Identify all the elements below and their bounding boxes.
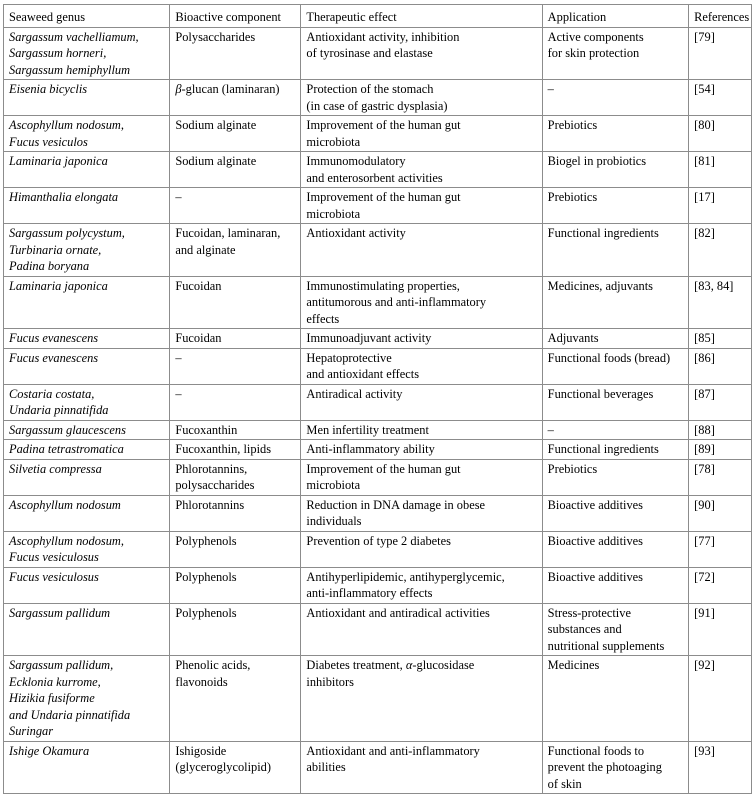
effect-text: effects: [306, 311, 340, 326]
cell-bioactive-component: [170, 188, 301, 224]
effect-text: microbiota: [306, 206, 361, 221]
effect-text: and enterosorbent activities: [306, 170, 443, 185]
cell-application: [542, 329, 689, 349]
cell-application: [542, 188, 689, 224]
genus-line: Fucus vesiculos: [9, 134, 88, 149]
cell-bioactive-component: [170, 116, 301, 152]
table-row: [4, 152, 752, 188]
effect-line: [306, 386, 536, 403]
effect-text: individuals: [306, 514, 362, 528]
genus-line: Turbinaria ornate,: [9, 242, 102, 257]
cell-therapeutic-effect: [301, 603, 542, 656]
cell-bioactive-component: [170, 459, 301, 495]
component-text: Phlorotannins: [175, 497, 245, 512]
component-line: [175, 278, 295, 295]
cell-application: [542, 276, 689, 329]
application-line: –: [547, 82, 554, 96]
cell-seaweed-genus: [4, 329, 170, 349]
effect-prefix: Diabetes treatment,: [306, 658, 406, 672]
cell-bioactive-component: [170, 329, 301, 349]
component-line: [175, 674, 295, 691]
component-line: [175, 569, 295, 586]
effect-text: Antioxidant activity, inhibition: [306, 29, 460, 44]
cell-therapeutic-effect: [301, 495, 542, 531]
component-text: flavonoids: [175, 674, 228, 689]
cell-application: [542, 224, 689, 277]
effect-text: (in case of gastric dysplasia): [306, 98, 448, 113]
cell-reference: [78]: [689, 459, 752, 495]
cell-bioactive-component: [170, 384, 301, 420]
genus-line: Ascophyllum nodosum,: [9, 118, 124, 132]
table-row: [4, 348, 752, 384]
header-seaweed-genus: Seaweed genus: [4, 5, 170, 28]
cell-therapeutic-effect: [301, 420, 542, 440]
cell-application: [542, 27, 689, 80]
effect-line: [306, 605, 536, 622]
application-line: Prebiotics: [547, 118, 598, 132]
cell-bioactive-component: [170, 80, 301, 116]
genus-line: Ecklonia kurrome,: [9, 674, 101, 689]
effect-text: Protection of the stomach: [306, 82, 434, 96]
cell-seaweed-genus: [4, 27, 170, 80]
application-line: Stress-protective: [547, 605, 631, 620]
cell-seaweed-genus: [4, 603, 170, 656]
genus-line: Hizikia fusiforme: [9, 691, 95, 705]
effect-line: [306, 759, 536, 776]
component-line: [175, 477, 295, 494]
effect-text: Immunomodulatory: [306, 154, 406, 168]
table-row: [4, 603, 752, 656]
cell-application: [542, 656, 689, 742]
cell-therapeutic-effect: [301, 329, 542, 349]
effect-line: [306, 513, 536, 530]
component-line: [175, 461, 295, 478]
cell-reference: [85]: [689, 329, 752, 349]
cell-reference: [90]: [689, 495, 752, 531]
table-row: [4, 459, 752, 495]
cell-therapeutic-effect: [301, 80, 542, 116]
cell-seaweed-genus: [4, 116, 170, 152]
genus-line: Fucus vesiculosus: [9, 550, 99, 564]
cell-seaweed-genus: [4, 384, 170, 420]
component-text: Sodium alginate: [175, 154, 257, 168]
effect-line: [306, 206, 536, 223]
cell-application: [542, 116, 689, 152]
cell-seaweed-genus: [4, 495, 170, 531]
table-row: [4, 656, 752, 742]
cell-therapeutic-effect: [301, 384, 542, 420]
cell-reference: [88]: [689, 420, 752, 440]
table-row: [4, 80, 752, 116]
component-line: [175, 330, 295, 347]
component-text: and alginate: [175, 242, 236, 257]
application-line: nutritional supplements: [547, 638, 665, 653]
component-line: [175, 29, 295, 46]
component-line: [175, 81, 295, 98]
effect-line: [306, 743, 536, 760]
genus-line: Sargassum horneri,: [9, 46, 107, 60]
cell-reference: [82]: [689, 224, 752, 277]
effect-text: antitumorous and anti-inflammatory: [306, 295, 487, 309]
component-text: Fucoidan: [175, 278, 222, 293]
cell-therapeutic-effect: [301, 348, 542, 384]
cell-bioactive-component: [170, 603, 301, 656]
cell-seaweed-genus: [4, 420, 170, 440]
component-line: [175, 422, 295, 439]
table-body: [4, 27, 752, 794]
cell-bioactive-component: [170, 348, 301, 384]
cell-application: [542, 531, 689, 567]
effect-text: Immunoadjuvant activity: [306, 331, 432, 345]
application-line: Bioactive additives: [547, 533, 643, 548]
genus-line: Suringar: [9, 724, 54, 738]
application-line: Functional ingredients: [547, 442, 659, 456]
cell-bioactive-component: [170, 656, 301, 742]
cell-therapeutic-effect: [301, 224, 542, 277]
cell-reference: [89]: [689, 440, 752, 460]
cell-seaweed-genus: [4, 224, 170, 277]
application-line: Biogel in probiotics: [547, 154, 647, 168]
genus-line: Padina tetrastromatica: [9, 442, 124, 456]
table-row: [4, 531, 752, 567]
effect-text: Reduction in DNA damage in obese: [306, 497, 486, 512]
genus-line: Silvetia compressa: [9, 461, 102, 476]
effect-line: [306, 225, 536, 242]
table-row: [4, 329, 752, 349]
genus-line: Ascophyllum nodosum: [9, 497, 121, 512]
cell-reference: [93]: [689, 741, 752, 794]
effect-text: microbiota: [306, 478, 361, 492]
cell-application: [542, 741, 689, 794]
effect-line: [306, 533, 536, 550]
component-prefix: β: [175, 82, 182, 96]
genus-line: Laminaria japonica: [9, 154, 108, 168]
cell-seaweed-genus: [4, 459, 170, 495]
effect-line: [306, 134, 536, 151]
cell-reference: [81]: [689, 152, 752, 188]
table-row: [4, 567, 752, 603]
effect-prefix-symbol: α: [405, 658, 413, 672]
cell-reference: [80]: [689, 116, 752, 152]
component-text: Sodium alginate: [175, 118, 257, 132]
component-text: Polyphenols: [175, 569, 237, 584]
cell-bioactive-component: [170, 276, 301, 329]
cell-seaweed-genus: [4, 188, 170, 224]
application-line: –: [547, 422, 554, 437]
component-text: –: [175, 350, 182, 365]
application-line: Prebiotics: [547, 461, 598, 476]
table-row: [4, 224, 752, 277]
component-line: [175, 242, 295, 259]
cell-application: [542, 420, 689, 440]
cell-therapeutic-effect: [301, 276, 542, 329]
genus-line: Himanthalia elongata: [9, 190, 119, 204]
effect-line: [306, 674, 536, 691]
component-text: Fucoidan: [175, 331, 222, 345]
cell-bioactive-component: [170, 495, 301, 531]
cell-therapeutic-effect: [301, 459, 542, 495]
effect-line: [306, 422, 536, 439]
genus-line: Sargassum pallidum,: [9, 658, 114, 672]
cell-reference: [54]: [689, 80, 752, 116]
component-line: [175, 153, 295, 170]
cell-therapeutic-effect: [301, 741, 542, 794]
genus-line: Sargassum hemiphyllum: [9, 62, 131, 77]
cell-therapeutic-effect: [301, 656, 542, 742]
component-line: [175, 657, 295, 674]
application-line: of skin: [547, 776, 582, 791]
effect-text: Immunostimulating properties,: [306, 278, 460, 293]
genus-line: Eisenia bicyclis: [9, 82, 88, 96]
cell-reference: [79]: [689, 27, 752, 80]
effect-line: [306, 350, 536, 367]
effect-line: [306, 153, 536, 170]
application-line: Bioactive additives: [547, 497, 643, 512]
component-line: [175, 225, 295, 242]
cell-seaweed-genus: [4, 348, 170, 384]
table-row: [4, 440, 752, 460]
cell-bioactive-component: [170, 420, 301, 440]
table-row: [4, 741, 752, 794]
component-line: [175, 189, 295, 206]
cell-therapeutic-effect: [301, 567, 542, 603]
component-text: Fucoidan, laminaran,: [175, 226, 281, 240]
effect-text: Prevention of type 2 diabetes: [306, 533, 451, 548]
cell-therapeutic-effect: [301, 116, 542, 152]
genus-line: Sargassum polycystum,: [9, 226, 125, 240]
component-line: [175, 759, 295, 776]
component-text: –: [175, 386, 182, 401]
cell-application: [542, 459, 689, 495]
cell-bioactive-component: [170, 27, 301, 80]
application-line: for skin protection: [547, 46, 640, 60]
component-line: [175, 497, 295, 514]
cell-therapeutic-effect: [301, 531, 542, 567]
table-row: [4, 27, 752, 80]
cell-seaweed-genus: [4, 567, 170, 603]
cell-reference: [17]: [689, 188, 752, 224]
effect-line: [306, 294, 536, 311]
effect-line: [306, 441, 536, 458]
component-line: [175, 533, 295, 550]
component-text: polysaccharides: [175, 478, 255, 492]
cell-reference: [77]: [689, 531, 752, 567]
effect-line: [306, 170, 536, 187]
cell-application: [542, 80, 689, 116]
cell-bioactive-component: [170, 440, 301, 460]
effect-text: inhibitors: [306, 674, 354, 689]
cell-seaweed-genus: [4, 440, 170, 460]
component-text: Polyphenols: [175, 533, 237, 548]
application-line: Active components: [547, 29, 644, 44]
table-row: [4, 276, 752, 329]
effect-text: -glucosidase: [412, 658, 475, 672]
component-text: Phlorotannins,: [175, 461, 248, 476]
effect-text: Anti-inflammatory ability: [306, 442, 435, 456]
application-line: Functional foods (bread): [547, 350, 671, 365]
cell-application: [542, 348, 689, 384]
cell-seaweed-genus: [4, 741, 170, 794]
application-line: Medicines, adjuvants: [547, 278, 653, 293]
cell-application: [542, 567, 689, 603]
application-line: Prebiotics: [547, 190, 598, 204]
header-bioactive-component: Bioactive component: [170, 5, 301, 28]
component-line: [175, 350, 295, 367]
effect-text: Improvement of the human gut: [306, 461, 461, 476]
cell-reference: [86]: [689, 348, 752, 384]
component-text: Polysaccharides: [175, 29, 256, 44]
genus-line: Ascophyllum nodosum,: [9, 533, 124, 548]
cell-seaweed-genus: [4, 80, 170, 116]
cell-therapeutic-effect: [301, 152, 542, 188]
application-line: Functional foods to: [547, 743, 645, 758]
table-header-row: [4, 5, 752, 28]
component-text: Ishigoside: [175, 743, 227, 758]
cell-reference: [72]: [689, 567, 752, 603]
genus-line: Padina boryana: [9, 259, 90, 273]
application-line: substances and: [547, 622, 622, 636]
cell-bioactive-component: [170, 531, 301, 567]
component-text: Fucoxanthin: [175, 422, 238, 437]
cell-reference: [83, 84]: [689, 276, 752, 329]
cell-application: [542, 440, 689, 460]
effect-line: [306, 45, 536, 62]
cell-therapeutic-effect: [301, 440, 542, 460]
effect-text: Antioxidant and antiradical activities: [306, 605, 490, 620]
effect-line: [306, 366, 536, 383]
effect-line: [306, 81, 536, 98]
application-line: Bioactive additives: [547, 569, 643, 584]
cell-application: [542, 495, 689, 531]
table-row: [4, 188, 752, 224]
component-line: [175, 605, 295, 622]
cell-seaweed-genus: [4, 656, 170, 742]
component-text: –: [175, 190, 182, 204]
cell-bioactive-component: [170, 224, 301, 277]
cell-bioactive-component: [170, 567, 301, 603]
genus-line: and Undaria pinnatifida: [9, 707, 131, 722]
table-row: [4, 420, 752, 440]
component-line: [175, 117, 295, 134]
effect-line: [306, 311, 536, 328]
cell-seaweed-genus: [4, 276, 170, 329]
cell-therapeutic-effect: [301, 27, 542, 80]
effect-line: [306, 278, 536, 295]
cell-reference: [92]: [689, 656, 752, 742]
effect-line: [306, 497, 536, 514]
component-line: [175, 441, 295, 458]
effect-text: Antihyperlipidemic, antihyperglycemic,: [306, 569, 505, 584]
effect-text: Improvement of the human gut: [306, 190, 461, 204]
component-line: [175, 386, 295, 403]
genus-line: Laminaria japonica: [9, 278, 108, 293]
genus-line: Fucus vesiculosus: [9, 569, 99, 584]
effect-text: abilities: [306, 760, 346, 774]
cell-therapeutic-effect: [301, 188, 542, 224]
seaweed-bioactive-table: [3, 4, 752, 794]
effect-text: Antioxidant activity: [306, 226, 406, 240]
effect-text: Antiradical activity: [306, 386, 403, 401]
effect-text: Antioxidant and anti-inflammatory: [306, 743, 480, 758]
effect-line: [306, 569, 536, 586]
component-line: [175, 743, 295, 760]
application-line: Functional ingredients: [547, 226, 659, 240]
effect-line: [306, 585, 536, 602]
effect-line: [306, 477, 536, 494]
application-line: prevent the photoaging: [547, 760, 662, 774]
effect-text: Hepatoprotective: [306, 350, 392, 365]
cell-reference: [87]: [689, 384, 752, 420]
seaweed-table-container: [3, 4, 752, 794]
application-line: Functional beverages: [547, 386, 654, 401]
effect-text: and antioxidant effects: [306, 367, 420, 381]
header-references: References: [689, 5, 752, 28]
table-row: [4, 384, 752, 420]
cell-bioactive-component: [170, 152, 301, 188]
component-text: Polyphenols: [175, 605, 237, 620]
table-row: [4, 116, 752, 152]
genus-line: Sargassum pallidum: [9, 605, 111, 620]
effect-line: [306, 29, 536, 46]
effect-line: [306, 657, 536, 674]
cell-application: [542, 603, 689, 656]
effect-text: Improvement of the human gut: [306, 118, 461, 132]
table-row: [4, 495, 752, 531]
header-therapeutic-effect: Therapeutic effect: [301, 5, 542, 28]
effect-line: [306, 330, 536, 347]
effect-line: [306, 117, 536, 134]
application-line: Adjuvants: [547, 331, 599, 345]
component-text: -glucan (laminaran): [181, 82, 280, 96]
genus-line: Ishige Okamura: [9, 743, 90, 758]
effect-line: [306, 98, 536, 115]
genus-line: Fucus evanescens: [9, 350, 99, 365]
component-text: Fucoxanthin, lipids: [175, 442, 272, 456]
cell-seaweed-genus: [4, 152, 170, 188]
header-application: Application: [542, 5, 689, 28]
genus-line: Costaria costata,: [9, 386, 95, 401]
cell-seaweed-genus: [4, 531, 170, 567]
effect-text: microbiota: [306, 134, 361, 149]
application-line: Medicines: [547, 658, 600, 672]
genus-line: Sargassum glaucescens: [9, 422, 126, 437]
effect-text: Men infertility treatment: [306, 422, 429, 437]
component-text: (glyceroglycolipid): [175, 760, 271, 774]
effect-text: of tyrosinase and elastase: [306, 46, 433, 60]
genus-line: Undaria pinnatifida: [9, 403, 109, 417]
cell-application: [542, 384, 689, 420]
cell-application: [542, 152, 689, 188]
genus-line: Sargassum vachelliamum,: [9, 29, 139, 44]
effect-line: [306, 189, 536, 206]
effect-text: anti-inflammatory effects: [306, 586, 433, 600]
component-text: Phenolic acids,: [175, 658, 251, 672]
effect-line: [306, 461, 536, 478]
cell-reference: [91]: [689, 603, 752, 656]
genus-line: Fucus evanescens: [9, 331, 99, 345]
cell-bioactive-component: [170, 741, 301, 794]
